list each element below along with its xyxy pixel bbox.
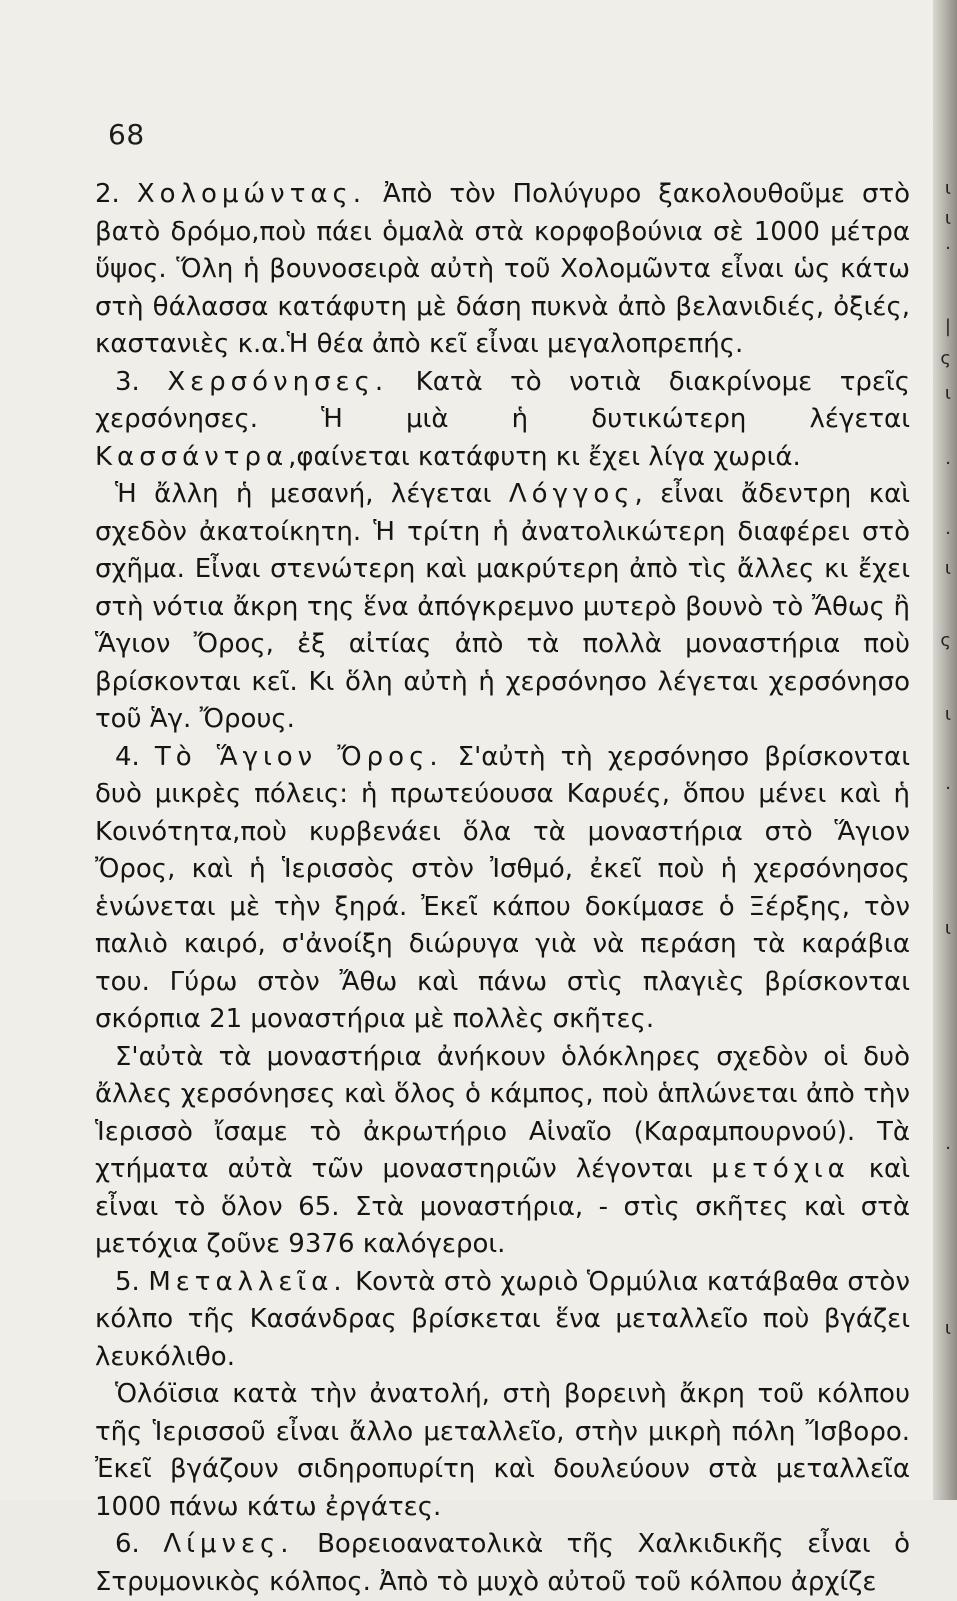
body-text — [95, 176, 910, 1601]
paragraph-isvoros — [95, 1376, 910, 1526]
paragraph-text: Ὁλόϊσια κατὰ τὴν ἀνατολή, στὴ βορεινὴ ἄκρη τοῦ κόλπου τῆς Ἱερισσοῦ εἶναι ἄλλο μεταλλεῖο, στὴν μικρὴ πόλη Ἴσβορο. Ἐκεῖ βγάζουν σιδηροπυρίτη καὶ δουλεύουν στὰ μεταλλεῖα 1000 πάνω κάτω ἐργάτες. — [95, 1379, 910, 1522]
paragraph-chersonises — [95, 364, 910, 477]
adjacent-page-edge — [933, 0, 957, 1500]
edge-mark: · — [945, 238, 951, 259]
edge-mark: ι — [944, 918, 951, 939]
section-number: 4. — [115, 741, 155, 772]
edge-mark: ς — [940, 630, 951, 651]
paragraph-metochia — [95, 1039, 910, 1264]
edge-mark: ι — [944, 704, 951, 725]
page-number: 68 — [108, 118, 145, 151]
paragraph-limnes — [95, 1526, 910, 1601]
edge-mark: ι — [944, 1318, 951, 1339]
paragraph-text: καὶ εἶναι τὸ ὅλον 65. Στὰ μοναστήρια, - στὶς σκῆτες καὶ στὰ μετόχια ζοῦνε 9376 καλόγεροι. — [95, 1154, 910, 1259]
section-number: 3. — [115, 366, 168, 397]
section-number: 5. — [115, 1266, 149, 1297]
paragraph-text: , εἶναι ἄδεντρη καὶ σχεδὸν ἀκατοίκητη. Ἡ τρίτη ἡ ἀνατολικώτερη διαφέρει στὸ σχῆμα. Εἶναι στενώτερη καὶ μακρύτερη ἀπὸ τὶς ἄλλες κι ἔχει στὴ νότια ἄκρη της ἕνα ἀπόγκρεμνο μυτερὸ βουνὸ τὸ Ἄθως ἢ Ἅγιον Ὄρος, ἐξ αἰτίας ἀπὸ τὰ πολλὰ μοναστήρια ποὺ βρίσκονται κεῖ. Κι ὅλη αὐτὴ ἡ χερσόνησο λέγεται χερσόνησο τοῦ Ἁγ. Ὄρους. — [95, 479, 911, 734]
section-heading: Μεταλλεῖα. — [148, 1266, 347, 1297]
term-name: μετόχια — [711, 1154, 850, 1184]
edge-mark: · — [945, 1138, 951, 1159]
paragraph-agion-oros — [95, 739, 910, 1039]
section-heading: Χολομώντας. — [136, 179, 367, 209]
section-number: 6. — [115, 1529, 164, 1559]
edge-mark: ι — [944, 558, 951, 579]
edge-mark: · — [945, 453, 951, 474]
edge-mark: ι — [944, 178, 951, 199]
paragraph-text: Σ'αὐτὴ τὴ χερσόνησο βρίσκονται δυὸ μικρὲς πόλεις: ἡ πρωτεύουσα Καρυές, ὅπου μένει καὶ ἡ Κοινότητα,ποὺ κυρβενάει ὅλα τὰ μοναστήρια στὸ Ἅγιον Ὄρος, καὶ ἡ Ἱερισσὸς στὸν Ἰσθμό, ἐκεῖ ποὺ ἡ χερσόνησος ἑνώνεται μὲ τὴν ξηρά. Ἐκεῖ κάπου δοκίμασε ὁ Ξέρξης, τὸν παλιὸ καιρό, σ'ἀνοίξη διώρυγα γιὰ νὰ περάση τὰ καράβια του. Γύρω στὸν Ἄθω καὶ πάνω στὶς πλαγιὲς βρίσκονται σκόρπια 21 μοναστήρια μὲ πολλὲς σκῆτες. — [95, 741, 910, 1034]
edge-mark: · — [945, 778, 951, 799]
paragraph-metalleia — [95, 1264, 910, 1377]
edge-mark: ι — [944, 208, 951, 229]
edge-mark: ς — [940, 348, 951, 369]
paragraph-text: Ἡ ἄλλη ἡ μεσανή, λέγεται — [115, 479, 509, 509]
paragraph-text: ,φαίνεται κατάφυτη κι ἔχει λίγα χωριά. — [288, 441, 801, 472]
paragraph-text: Ἀπὸ τὸν Πολύγυρο ξακολουθοῦμε στὸ βατὸ δρόμο,ποὺ πάει ὁμαλὰ στὰ κορφοβούνια σὲ 1000 μέτρα ὕψος. Ὅλη ἡ βουνοσειρὰ αὐτὴ τοῦ Χολομῶντα εἶναι ὡς κάτω στὴ θάλασσα κατάφυτη μὲ δάση πυκνὰ ἀπὸ βελανιδιές, ὀξιές, καστανιὲς κ.α.Ἡ θέα ἀπὸ κεῖ εἶναι μεγαλοπρεπής. — [95, 179, 911, 359]
paragraph-text: Κατὰ τὸ νοτιὰ διακρίνομε τρεῖς χερσόνησες. Ἡ μιὰ ἡ δυτικώτερη λέγεται — [95, 366, 910, 434]
place-name: Λόγγος — [508, 479, 635, 509]
section-heading: Τὸ Ἅγιον Ὄρος. — [154, 741, 443, 772]
section-heading: Χερσόνησες. — [167, 366, 389, 397]
paragraph-text: Βορειοανατολικὰ τῆς Χαλκιδικῆς εἶναι ὁ Στρυμονικὸς κόλπος. Ἀπὸ τὸ μυχὸ αὐτοῦ τοῦ κόλπου ἀρχίζε — [95, 1529, 910, 1597]
edge-mark: | — [944, 316, 951, 337]
paragraph-cholomontas — [95, 176, 910, 364]
edge-mark: · — [945, 523, 951, 544]
place-name: Κασσάντρα — [95, 441, 289, 472]
paragraph-text: Κοντὰ στὸ χωριὸ Ὁρμύλια κατάβαθα στὸν κόλπο τῆς Κασάνδρας βρίσκεται ἕνα μεταλλεῖο ποὺ βγάζει λευκόλιθο. — [95, 1266, 910, 1372]
paragraph-text: Σ'αὐτὰ τὰ μοναστήρια ἀνήκουν ὁλόκληρες σχεδὸν οἱ δυὸ ἄλλες χερσόνησες καὶ ὅλος ὁ κάμπος, ποὺ ἁπλώνεται ἀπὸ τὴν Ἱερισσὸ ἴσαμε τὸ ἀκρωτήριο Αἰναῖο (Καραμπουρνού). Τὰ χτήματα αὐτὰ τῶν μοναστηριῶν λέγονται — [95, 1041, 910, 1184]
edge-mark: ι — [944, 383, 951, 404]
section-number: 2. — [95, 179, 137, 209]
paragraph-longos — [95, 476, 910, 739]
section-heading: Λίμνες. — [163, 1529, 294, 1559]
